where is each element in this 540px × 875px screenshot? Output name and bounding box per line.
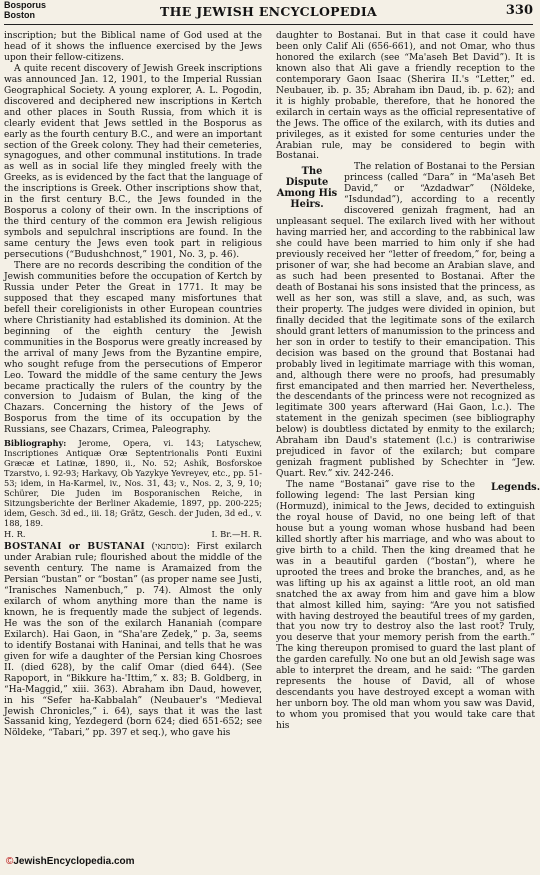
paragraph-continuation: inscription; but the Biblical name of God used at the head of it shows the influence exercised by the Jews upon their fellow-citizens.	[4, 31, 262, 63]
bibliography-label: Bibliography:	[4, 438, 67, 449]
running-head-last-word: Boston	[4, 10, 35, 20]
sidenote-dispute: The Dispute Among His Heirs.	[276, 166, 338, 211]
right-column	[276, 31, 540, 849]
sidenote-legends: Legends.	[491, 482, 540, 494]
page-header	[4, 0, 533, 25]
dispute-text: The relation of Bostanai to the Persian princess (called “Dara” in “Ma'aseh Bet David,” or “Azdadwar” (Nöldeke, “Isdundad”), according to a recently discovered genizah fragment, had an unpleasant sequel. The exilarch lived with her without having married her, and according to the rabbinical law she could have been married to him only if she had previously received her “letter of freedom,” for, being a prisoner of war, she had become an Arabian slave, and as such had been presented to Bostanai. After the death of Bostanai his sons insisted that the princess, as well as her son, was still a slave, and, as such, was their property. The judges were divided in opinion, but finally decided that the legitimate sons of the exilarch should grant letters of manumission to the princess and her son in order to testify to their emancipation. This decision was based on the ground that Bostanai had probably lived in legitimate marriage with this woman, and, although there were no proofs, had presumably first emancipated and then married her. Nevertheless, the descendants of the princess were not recognized as legitimate 300 years afterward (Hai Gaon, l.c.). The statement in the genizah specimen (see bibliography below) is doubtless dictated by enmity to the exilarch; Abraham ibn Daud's statement (l.c.) is contrariwise prejudiced in favor of the exilarch; but compare genizah fragment published by Schechter in “Jew. Quart. Rev.” xiv. 242-246.	[276, 162, 535, 480]
copyright-symbol: ©	[6, 856, 14, 867]
bibliography-text: Jerome, Opera, vi. 143; Latyschew, Inscriptiones Antiquæ Oræ Septentrionalis Ponti Euxini Græcæ et Latinæ, 1890, ii., No. 52; Ashik, Bosforskoe Tzarstvo, i. 92-93; Harkavy, Ob Yazykye Yevreyev, etc., pp. 51-53; idem, in Ha-Karmel, iv., Nos. 31, 43; v., Nos. 2, 3, 9, 10; Schürer, Die Juden im Bosporanischen Reiche, in Sitzungsberichte der Berliner Akademie, 1897, pp. 200-225; idem, Gesch. 3d ed., iii. 18; Grätz, Gesch. der Juden, 3d ed., v. 188, 189.	[4, 438, 262, 529]
entry-hebrew: (בוסתנאי):	[151, 542, 190, 553]
page-number: 330	[505, 3, 533, 18]
paragraph-dispute	[276, 162, 535, 480]
signature-right: I. Br.—H. R.	[211, 529, 262, 540]
bibliography	[4, 438, 262, 528]
paragraph-legends	[276, 480, 540, 732]
left-column	[4, 31, 262, 849]
paragraph-kertch-history: There are no records describing the condition of the Jewish communities before the occupation of Kertch by Russia under Peter the Great in 1771. It may be supposed that they escaped many misfortunes that befell their coreligionists in other European countries where Christianity had established its dominion. At the beginning of the eighth century the Jewish communities in the Bosporus were greatly increased by the arrival of many Jews from the Byzantine empire, who sought refuge from the persecutions of Emperor Leo. Toward the middle of the same century the Jews became practically the rulers of the country by the conversion to Judaism of Bulan, the king of the Chazars. Concerning the history of the Jews of Bosporus from the time of its occupation by the Russians, see Chazars, Crimea, Paleography.	[4, 261, 262, 436]
entry-bostanai	[4, 542, 262, 739]
legends-text: The name “Bostanai” gave rise to the following legend: The last Persian king (Hormuzd), inimical to the Jews, decided to extinguish the royal house of David, no one being left of that house but a young woman whose husband had been killed shortly after his marriage, and who was about to give birth to a child. Then the king dreamed that he was in a beautiful garden (“bostan”), where he uprooted the trees and broke the branches, and, as he was lifting up his ax against a little root, an old man snatched the ax away from him and gave him a blow that almost killed him, saying: “Are you not satisfied with having destroyed the beautiful trees of my garden, that you now try to destroy also the last root? Truly, you deserve that your memory perish from the earth.” The king thereupon promised to guard the last plant of the garden carefully. No one but an old Jewish sage was able to interpret the dream, and he said: “The garden represents the house of David, all of whose descendants you have destroyed except a woman with her unborn boy. The old man whom you saw was David, to whom you promised that you would take care that his	[276, 480, 535, 732]
article-signature	[4, 529, 262, 540]
paragraph-pogodin-discovery: A quite recent discovery of Jewish Greek inscriptions was announced Jan. 12, 1901, to the Imperial Russian Geographical Society. A young explorer, A. L. Pogodin, discovered and deciphered new inscriptions in Kertch and other places in South Russia, from which it is clearly evident that Jews settled in the Bosporus as early as the fourth century B.C., and were an important section of the Greek colony. They had their cemeteries, synagogues, and other communal institutions. In trade as well as in social life they mingled freely with the Greeks, as is evidenced by the fact that the language of the inscriptions is Greek. Other inscriptions show that, in the first century B.C., the Jews founded in the Bosporus a colony of their own. In the inscriptions of the third century of the common era Jewish religious symbols and sepulchral inscriptions are found. In the same century the Jews even took part in religious persecutions (“Budushchnost,” 1901, No. 3, p. 46).	[4, 63, 262, 261]
source-credit	[6, 856, 135, 867]
entry-text: First exilarch under Arabian rule; flourished about the middle of the seventh century. The name is Aramaized from the Persian “bustan” or “bostan” (as proper name see Justi, “Iranisches Namenbuch,” p. 74). Almost the only exilarch of whom anything more than the name is known, he is frequently made the subject of legends. He was the son of the exilarch Hananiah (compare Exilarch). Hai Gaon, in “Sha'are Ẓedeḳ,” p. 3a, seems to identify Bostanai with Haninai, and tells that he was given for wife a daughter of the Persian king Chosroes II. (died 628), by the calif Omar (died 644). (See Rapoport, in “Bikkure ha-'Ittim,” x. 83; B. Goldberg, in “Ha-Maggid,” xiii. 363). Abraham ibn Daud, however, in his “Sefer ha-Kabbalah” (Neubauer's “Medieval Jewish Chronicles,” i. 64), says that it was the last Sassanid king, Yezdegerd (born 624; died 651-652; see Nöldeke, “Tabari,” pp. 397 et seq.), who gave his	[4, 542, 262, 739]
page-footer	[4, 849, 533, 875]
signature-left: H. R.	[4, 529, 26, 540]
source-site: JewishEncyclopedia.com	[13, 856, 135, 867]
running-head-first-word: Bosporus	[4, 0, 47, 10]
encyclopedia-title: THE JEWISH ENCYCLOPEDIA	[160, 4, 377, 19]
entry-headword: BOSTANAI or BUSTANAI	[4, 541, 145, 553]
paragraph-ali-exilarch: daughter to Bostanai. But in that case it could have been only Calif Ali (656-661), and not Omar, who thus honored the exilarch (see “Ma'aseh Bet David”). It is known also that Ali gave a friendly reception to the contemporary Gaon Isaac (Sherira II.'s “Letter,” ed. Neubauer, ib. p. 35; Abraham ibn Daud, ib. p. 62); and it is highly probable, therefore, that he honored the exilarch in certain ways as the official representative of the Jews. The office of the exilarch, with its duties and privileges, as it existed for some centuries under the Arabian rule, may be considered to begin with Bostanai.	[276, 31, 535, 162]
